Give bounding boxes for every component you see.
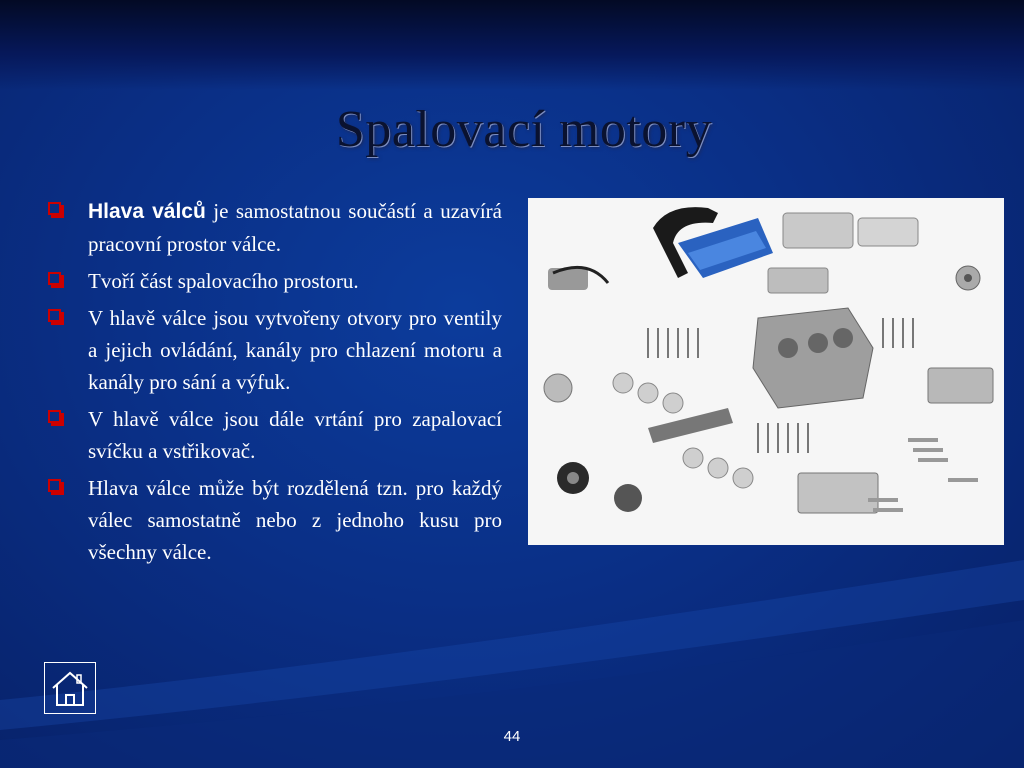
home-icon [45, 663, 95, 713]
bullet-bold-term: Hlava válců [88, 200, 206, 223]
bullet-item [44, 403, 502, 467]
square-bullet-icon [48, 309, 61, 322]
engine-parts-illustration [528, 198, 1004, 545]
engine-parts-photo [528, 198, 1004, 545]
bullet-text: Hlava válce může být rozdělená tzn. pro každý válec samostatně nebo z jednoho kusu pro všechny válce. [88, 476, 502, 564]
page-title: Spalovací motory [335, 101, 713, 158]
bullet-text: Tvoří část spalovacího prostoru. [88, 269, 359, 293]
bullet-item [44, 195, 502, 260]
bullet-text: V hlavě válce jsou dále vrtání pro zapalovací svíčku a vstřikovač. [88, 407, 502, 463]
square-bullet-icon [48, 410, 61, 423]
bullet-list [44, 195, 502, 573]
bullet-item [44, 265, 502, 297]
square-bullet-icon [48, 479, 61, 492]
square-bullet-icon [48, 272, 61, 285]
bullet-item [44, 302, 502, 398]
bullet-text: V hlavě válce jsou vytvořeny otvory pro ventily a jejich ovládání, kanály pro chlazení motoru a kanály pro sání a výfuk. [88, 306, 502, 394]
home-button[interactable] [44, 662, 96, 714]
bullet-text: je samostatnou součástí a uzavírá pracovní prostor válce. [88, 199, 502, 256]
page-number: 44 [503, 728, 521, 745]
bullet-item [44, 472, 502, 568]
square-bullet-icon [48, 202, 61, 215]
